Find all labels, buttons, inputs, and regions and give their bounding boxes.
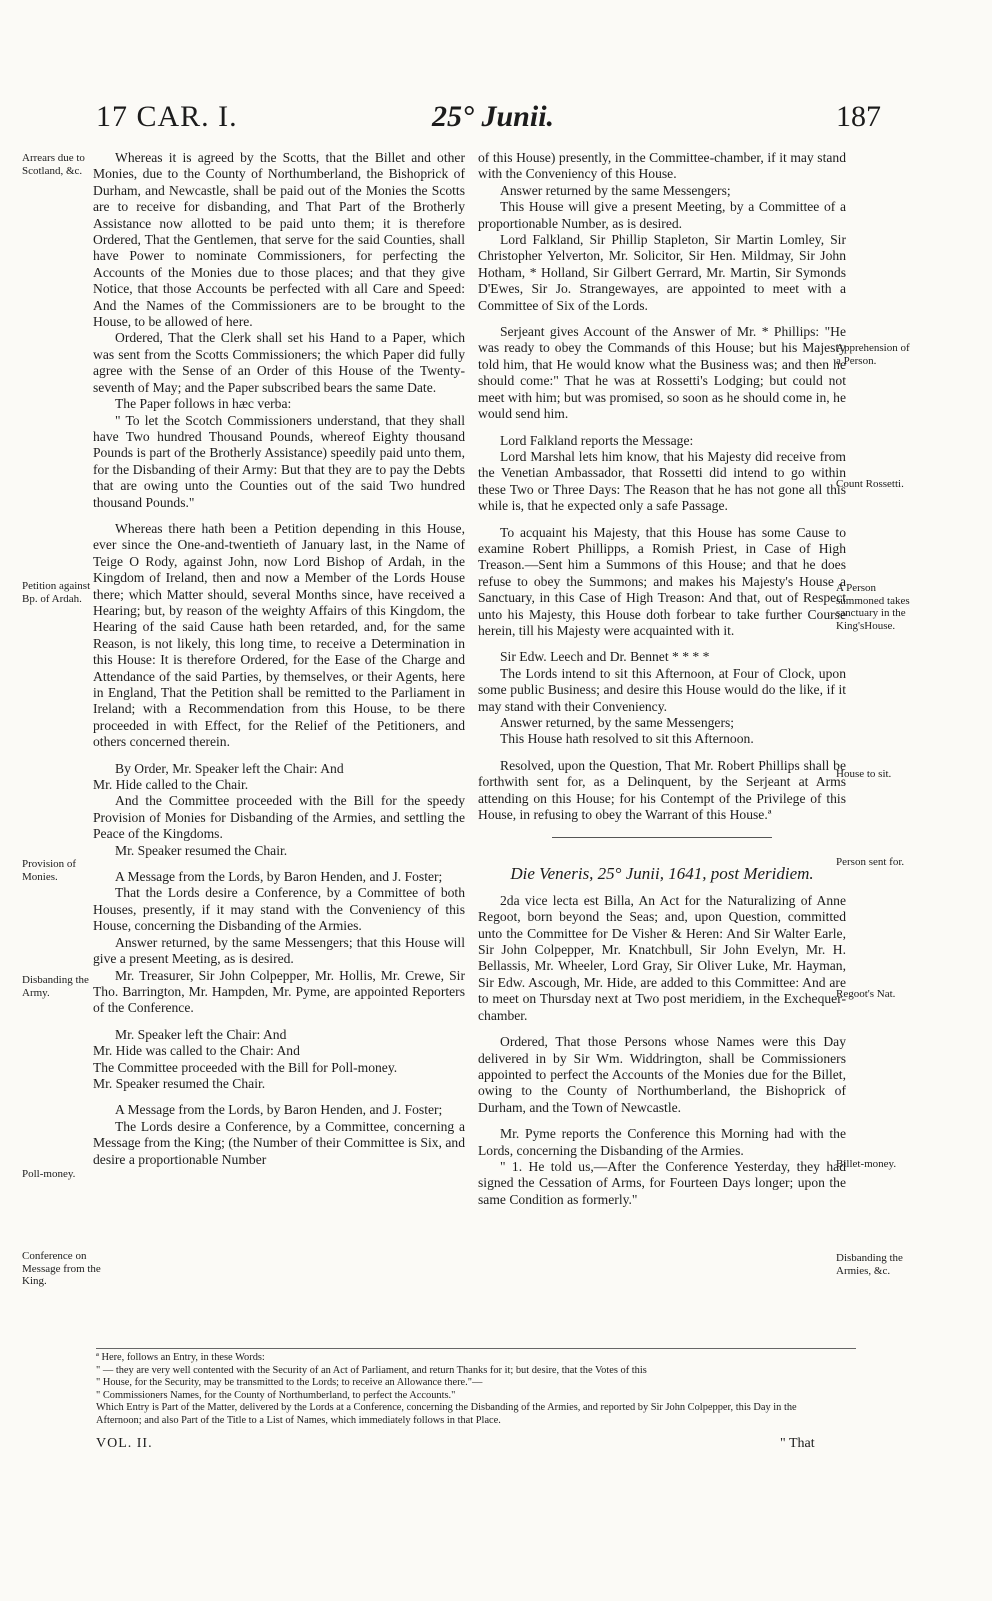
footnote-line: " Commissioners Names, for the County of Northumberland, to perfect the Accounts." (96, 1389, 456, 1401)
paragraph: Lord Falkland, Sir Phillip Stapleton, Sir Martin Lomley, Sir Christopher Yelverton, Mr. Solicitor, Sir Hen. Mildmay, Sir John Hotham, * Holland, Sir Gilbert Gerrard, Mr. Martin, Sir Symonds D'Ewes, Sir Jo. Strangewayes, are appointed to meet with a Committee of Six of the Lords. (478, 232, 846, 313)
paragraph: Answer returned, by the same Messengers; that this House will give a present Meeting, as is desired. (93, 934, 465, 967)
sitting-heading: Die Veneris, 25° Junii, 1641, post Meridiem. (510, 864, 814, 884)
margin-note-disbanding-armies: Disbanding the Armies, &c. (836, 1252, 903, 1277)
volume-signature: VOL. II. (96, 1436, 153, 1451)
footnote-line: " House, for the Security, may be transmitted to the Lords; to receive an Allowance there."— (96, 1377, 483, 1389)
footnote-line: " — they are very well contented with the Security of an Act of Parliament, and return Thanks for it; but desire, that the Votes of this (96, 1364, 647, 1376)
margin-note-conference: Conference on Message from the King. (22, 1250, 101, 1287)
paragraph: Ordered, That the Clerk shall set his Hand to a Paper, which was sent from the Scotts Commissioners; the which Paper did fully agree with the Sense of an Order of this House of the Twenty-seventh of May; and the Paper subscribed bears the same Date. (93, 330, 465, 395)
margin-note-provision: Provision of Monies. (22, 858, 77, 883)
left-column (93, 150, 465, 1168)
paragraph: of this House) presently, in the Committee-chamber, if it may stand with the Conveniency of this House. (478, 150, 846, 182)
paragraph: The Paper follows in hæc verba: (115, 396, 292, 412)
margin-note-petition: Petition against Bp. of Ardah. (22, 580, 91, 605)
paragraph: By Order, Mr. Speaker left the Chair: And (115, 760, 344, 776)
margin-note-billet: Billet-money. (836, 1158, 897, 1170)
margin-note-regoot: Regoot's Nat. (836, 988, 896, 1000)
paragraph: Mr. Speaker left the Chair: And (115, 1026, 287, 1042)
section-divider (552, 837, 773, 838)
margin-note-house-sit: House to sit. (836, 768, 892, 780)
page-number: 187 (836, 100, 881, 133)
paragraph: Answer returned, by the same Messengers; (500, 715, 735, 730)
paragraph: The Lords desire a Conference, by a Committee, concerning a Message from the King; (the Number of their Committee is Six, and desire a proportionable Number (93, 1118, 465, 1167)
footnote-line: ª Here, follows an Entry, in these Words: (96, 1352, 265, 1363)
paragraph: Answer returned by the same Messengers; (500, 182, 731, 198)
paragraph: Mr. Hide called to the Chair. (93, 777, 249, 793)
paragraph: To acquaint his Majesty, that this House has some Cause to examine Robert Phillipps, a Romish Priest, in Case of High Treason.—Sent him a Summons of this House; and that he does refuse to obey the Summons; and makes his Majesty's House a Sanctuary, in this Case of High Treason: And that, out of Respect unto his Majesty, this House doth forbear to take further Course herein, till his Majesty were acquainted with it. (478, 524, 846, 638)
paragraph: And the Committee proceeded with the Bill for the speedy Provision of Monies for Disbanding of the Armies, and settling the Peace of the Kingdoms. (93, 793, 465, 842)
running-head-regnal-year: 17 CAR. I. (96, 100, 238, 133)
quotation: " To let the Scotch Commissioners understand, that they shall have Two hundred Thousand Pounds, whereof Eighty thousand Pounds is part of the Brotherly Assistance) speedily paid unto them, for the Disbanding of their Army: But that they are to pay the Debts that are owing unto the Counties out of the said Two hundred thousand Pounds." (93, 412, 465, 510)
paragraph: A Message from the Lords, by Baron Henden, and J. Foster; (115, 1102, 443, 1118)
paragraph: Whereas it is agreed by the Scotts, that the Billet and other Monies, due to the County of Northumberland, the Bishoprick of Durham, and Newcastle, shall be paid out of the Monies the Scotts are to receive for disbanding, and That Part of the Brotherly Assistance now allotted to be paid unto them; it is therefore Ordered, That the Gentlemen, that serve for the said Counties, shall have Power to nominate Commissioners, for perfecting the Accounts of the Monies due to those places; and that they give Notice, that those Accounts be perfected with all Care and Speed: And the Names of the Commissioners are to be brought to the House, to be allowed of here. (93, 150, 465, 330)
footnote-line: Which Entry is Part of the Matter, delivered by the Lords at a Conference, concerning the Disbanding of the Armies, and reported by Sir John Colpepper, this Day in the Afternoon; and also Part of the Title to a List of Names, which immediately follows in that Place. (96, 1402, 797, 1426)
running-head-date: 25° Junii. (432, 100, 555, 133)
paragraph: Mr. Hide was called to the Chair: And (93, 1043, 300, 1059)
paragraph: Serjeant gives Account of the Answer of Mr. * Phillips: "He was ready to obey the Commands of this House; but his Majesty told him, that He would know what the Business was; and then he should come:" That he was at Rossetti's Lodging; but could not meet with him; but was promised, so soon as he should come in, he would send him. (478, 324, 846, 422)
margin-note-apprehension: Apprehension of a Person. (836, 342, 910, 367)
margin-note-arrears: Arrears due to Scotland, &c. (22, 152, 85, 177)
paragraph: Mr. Speaker resumed the Chair. (115, 842, 288, 858)
paragraph: 2da vice lecta est Billa, An Act for the Naturalizing of Anne Regoot, born beyond the Seas; and, upon Question, committed unto the Committee for De Visher & Heren: And Sir Walter Earle, Sir John Colpepper, Mr. Knatchbull, Sir John Evelyn, Mr. H. Bellassis, Mr. Wheeler, Lord Gray, Sir Oliver Luke, Mr. Hayman, Sir Edw. Ascough, Mr. Hide, are added to this Committee: And are to meet on Thursday next at Two post meridiem, in the Exchequer-chamber. (478, 892, 846, 1023)
paragraph: This House will give a present Meeting, by a Committee of a proportionable Number, as is desired. (478, 199, 846, 231)
catchword: " That (780, 1436, 815, 1451)
margin-note-poll-money: Poll-money. (22, 1168, 76, 1180)
margin-note-person-sent: Person sent for. (836, 856, 905, 868)
margin-note-rossetti: Count Rossetti. (836, 478, 904, 490)
footnote-divider (96, 1348, 856, 1349)
paragraph: The Committee proceeded with the Bill for Poll-money. (93, 1059, 398, 1075)
paragraph: Lord Marshal lets him know, that his Majesty did receive from the Venetian Ambassador, that Rossetti did intend to go within these Two or Three Days: The Reason that he has not gone all this while is, that he expected only a safe Passage. (478, 448, 846, 514)
paragraph: Mr. Speaker resumed the Chair. (93, 1075, 266, 1091)
footnotes (96, 1352, 834, 1428)
paragraph: Lord Falkland reports the Message: (500, 432, 694, 448)
margin-note-sanctuary: A Person summoned takes sanctuary in the King'sHouse. (836, 582, 910, 632)
paragraph: Mr. Pyme reports the Conference this Morning had with the Lords, concerning the Disbanding of the Armies. (478, 1126, 846, 1158)
paragraph: Ordered, That those Persons whose Names were this Day delivered in by Sir Wm. Widdrington, shall be Commissioners appointed to perfect the Accounts of the Monies due for the Billet, owing to the County of Northumberland, the Bishoprick of Durham, and the Town of Newcastle. (478, 1034, 846, 1115)
margin-note-disbanding: Disbanding the Army. (22, 974, 89, 999)
paragraph: The Lords intend to sit this Afternoon, at Four of Clock, upon some public Business; and desire this House would do the like, if it may stand with their Conveniency. (478, 665, 846, 714)
paragraph: Mr. Treasurer, Sir John Colpepper, Mr. Hollis, Mr. Crewe, Sir Tho. Barrington, Mr. Hampden, Mr. Pyme, are appointed Reporters of the Conference. (93, 967, 465, 1016)
paragraph: This House hath resolved to sit this Afternoon. (500, 731, 754, 747)
quotation: " 1. He told us,—After the Conference Yesterday, they had signed the Cessation of Arms, for Fourteen Days longer; upon the same Condition as formerly." (478, 1158, 846, 1207)
paragraph: Whereas there hath been a Petition depending in this House, ever since the One-and-twentieth of January last, in the Name of Teige O Rody, against John, now Lord Bishop of Ardah, in the Kingdom of Ireland, then and now a Member of the Lords House there; which Matter should, several Months since, have received a Hearing; but, by reason of the weighty Affairs of this Kingdom, the Hearing of the said Cause hath been retarded, and, for the same Reason, is not likely, this long time, to receive a Determination in this House: It is therefore Ordered, for the Ease of the Charge and Attendance of the said Parties, by themselves, or their Agents, here in England, That the Petition shall be remitted to the Parliament in Ireland; with a Recommendation from this House, to be there proceeded in with Effect, for the Relief of the Petitioners, and others concerned therein. (93, 520, 465, 750)
right-column (478, 150, 846, 1208)
paragraph: Resolved, upon the Question, That Mr. Robert Phillips shall be forthwith sent for, as a Delinquent, by the Serjeant at Arms attending on this House; for his Contempt of the Privilege of this House, in refusing to obey the Warrant of this House.ª (478, 757, 846, 823)
paragraph: That the Lords desire a Conference, by a Committee of both Houses, presently, if it may stand with the Conveniency of this House, concerning the Disbanding of the Armies. (93, 885, 465, 934)
paragraph: A Message from the Lords, by Baron Henden, and J. Foster; (115, 869, 443, 885)
paragraph: Sir Edw. Leech and Dr. Bennet * * * * (500, 649, 710, 665)
